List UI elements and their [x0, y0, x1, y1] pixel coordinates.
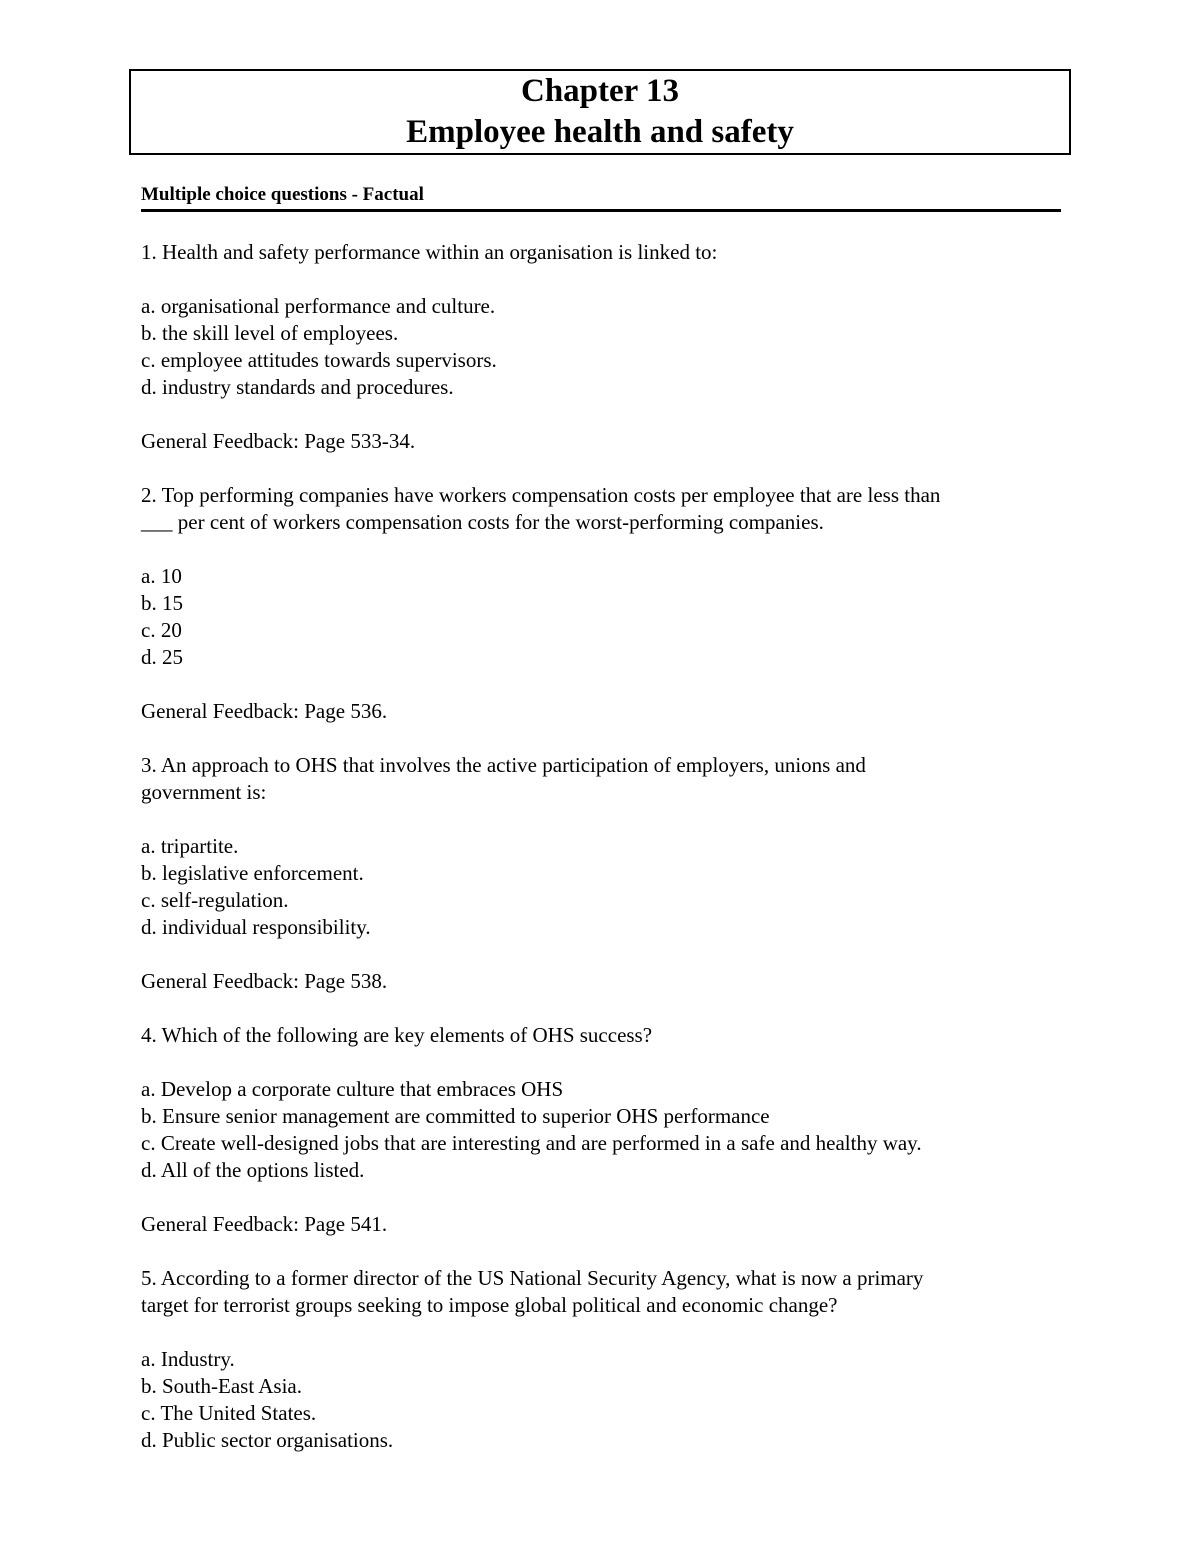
chapter-number: Chapter 13 [521, 73, 679, 109]
question-block [141, 239, 1061, 482]
question-stem: government is: [141, 780, 267, 804]
answer-option: b. Ensure senior management are committed to superior OHS performance [141, 1104, 770, 1128]
answer-option: a. Industry. [141, 1347, 235, 1371]
question-stem: ___ per cent of workers compensation costs for the worst-performing companies. [141, 510, 824, 534]
answer-option: d. industry standards and procedures. [141, 375, 454, 399]
answer-option: a. Develop a corporate culture that embraces OHS [141, 1077, 564, 1101]
general-feedback: General Feedback: Page 536. [141, 699, 388, 723]
chapter-title: Employee health and safety [406, 114, 794, 150]
answer-option: c. Create well-designed jobs that are interesting and are performed in a safe and healthy way. [141, 1131, 922, 1155]
question-list [141, 239, 1061, 1454]
general-feedback: General Feedback: Page 538. [141, 969, 388, 993]
question-stem: 5. According to a former director of the US National Security Agency, what is now a primary [141, 1266, 924, 1290]
answer-option: b. South-East Asia. [141, 1374, 302, 1398]
answer-option: c. The United States. [141, 1401, 317, 1425]
question-block [141, 1022, 1061, 1265]
answer-option: c. 20 [141, 618, 182, 642]
answer-option: d. Public sector organisations. [141, 1428, 394, 1452]
question-block [141, 1265, 1061, 1454]
general-feedback: General Feedback: Page 541. [141, 1212, 388, 1236]
answer-option: c. employee attitudes towards supervisors. [141, 348, 497, 372]
answer-option: b. legislative enforcement. [141, 861, 364, 885]
question-block [141, 752, 1061, 1022]
question-stem: target for terrorist groups seeking to impose global political and economic change? [141, 1293, 838, 1317]
answer-option: a. organisational performance and culture. [141, 294, 496, 318]
question-stem: 2. Top performing companies have workers compensation costs per employee that are less than [141, 483, 941, 507]
general-feedback: General Feedback: Page 533-34. [141, 429, 416, 453]
question-stem: 3. An approach to OHS that involves the active participation of employers, unions and [141, 753, 866, 777]
answer-option: a. tripartite. [141, 834, 239, 858]
answer-option: d. All of the options listed. [141, 1158, 365, 1182]
question-block [141, 482, 1061, 752]
chapter-title-box [129, 69, 1071, 155]
answer-option: c. self-regulation. [141, 888, 289, 912]
answer-option: d. 25 [141, 645, 183, 669]
answer-option: d. individual responsibility. [141, 915, 371, 939]
section-heading: Multiple choice questions - Factual [141, 182, 1061, 212]
question-stem: 1. Health and safety performance within an organisation is linked to: [141, 240, 718, 264]
answer-option: b. the skill level of employees. [141, 321, 399, 345]
answer-option: a. 10 [141, 564, 182, 588]
question-stem: 4. Which of the following are key elements of OHS success? [141, 1023, 653, 1047]
answer-option: b. 15 [141, 591, 183, 615]
